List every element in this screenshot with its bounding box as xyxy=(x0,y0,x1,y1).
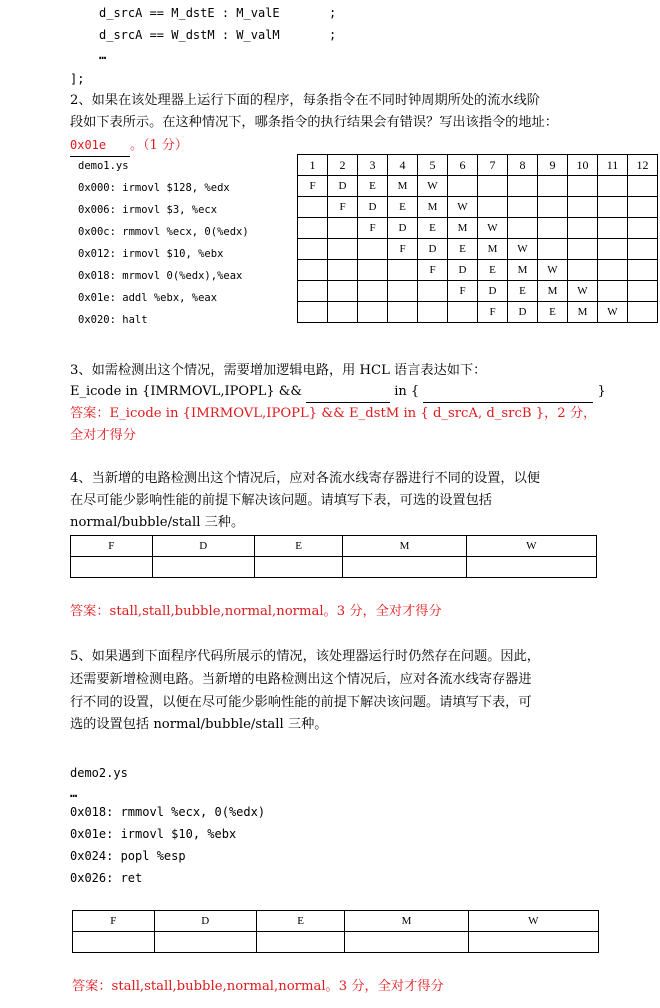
demo2-program-line: 0x026: ret xyxy=(70,871,143,885)
settings-header-row xyxy=(71,536,597,557)
demo2-program-line: 0x01e: irmovl $10, %ebx xyxy=(70,827,237,841)
stage-cell xyxy=(598,176,628,197)
stage-cell xyxy=(298,302,328,323)
settings-input-row xyxy=(73,932,599,953)
q2-answer: 0x01e xyxy=(70,134,130,157)
stage-cell: E xyxy=(388,197,418,218)
stage-cell xyxy=(598,260,628,281)
stage-cell xyxy=(628,260,658,281)
stage-cell: D xyxy=(358,197,388,218)
stage-cell: W xyxy=(418,176,448,197)
stage-cell xyxy=(598,281,628,302)
stage-cell: F xyxy=(328,197,358,218)
stage-cell xyxy=(358,302,388,323)
stage-cell: D xyxy=(448,260,478,281)
stage-cell xyxy=(568,239,598,260)
stage-cell: M xyxy=(418,197,448,218)
stage-cell xyxy=(628,197,658,218)
settings-header: F xyxy=(73,911,155,932)
stage-cell xyxy=(538,218,568,239)
stage-cell xyxy=(448,302,478,323)
stage-cell xyxy=(388,302,418,323)
settings-header: W xyxy=(466,536,596,557)
q3-blank-2[interactable] xyxy=(423,388,593,403)
cycle-header: 9 xyxy=(538,155,568,176)
demo1-program-line: 0x018: mrmovl 0(%edx),%eax xyxy=(78,270,243,282)
code-line-2: d_srcA == W_dstM : W_valM xyxy=(99,28,280,42)
stage-cell xyxy=(328,218,358,239)
stage-cell xyxy=(448,176,478,197)
stage-cell: D xyxy=(418,239,448,260)
pipeline-row xyxy=(298,260,658,281)
settings-header: W xyxy=(468,911,598,932)
demo2-title: demo2.ys xyxy=(70,766,128,780)
stage-cell xyxy=(298,281,328,302)
stage-cell: W xyxy=(508,239,538,260)
q3-expr-end: } xyxy=(597,384,606,399)
stage-cell: M xyxy=(448,218,478,239)
pipeline-row xyxy=(298,176,658,197)
stage-cell: F xyxy=(358,218,388,239)
q4-settings-table xyxy=(70,535,597,578)
stage-cell: D xyxy=(508,302,538,323)
stage-cell xyxy=(328,239,358,260)
stage-cell: W xyxy=(568,281,598,302)
stage-cell xyxy=(298,260,328,281)
cycle-header: 11 xyxy=(598,155,628,176)
stage-cell xyxy=(298,218,328,239)
demo1-program-line: 0x020: halt xyxy=(78,314,148,326)
pipeline-row xyxy=(298,197,658,218)
cycle-header: 10 xyxy=(568,155,598,176)
cycle-header: 8 xyxy=(508,155,538,176)
cycle-header: 6 xyxy=(448,155,478,176)
stage-cell xyxy=(628,302,658,323)
stage-cell: W xyxy=(478,218,508,239)
q3-expression xyxy=(70,381,606,403)
q5-text-line-2: 还需要新增检测电路。当新增的电路检测出这个情况后，应对各流水线寄存器进 xyxy=(70,672,532,687)
stage-cell xyxy=(358,260,388,281)
stage-cell xyxy=(568,218,598,239)
stage-cell xyxy=(328,281,358,302)
q2-text-line-1: 2、如果在该处理器上运行下面的程序，每条指令在不同时钟周期所处的流水线阶 xyxy=(70,93,540,108)
settings-input-cell[interactable] xyxy=(152,557,254,578)
pipeline-row xyxy=(298,239,658,260)
stage-cell xyxy=(538,176,568,197)
stage-cell xyxy=(328,302,358,323)
cycle-header: 4 xyxy=(388,155,418,176)
stage-cell xyxy=(418,302,448,323)
stage-cell: D xyxy=(328,176,358,197)
stage-cell xyxy=(568,260,598,281)
stage-cell xyxy=(538,239,568,260)
settings-header: E xyxy=(256,911,344,932)
stage-cell: D xyxy=(388,218,418,239)
settings-header: F xyxy=(71,536,153,557)
demo2-program-line: 0x018: rmmovl %ecx, 0(%edx) xyxy=(70,805,266,819)
stage-cell: M xyxy=(508,260,538,281)
pipeline-row xyxy=(298,281,658,302)
stage-cell xyxy=(628,176,658,197)
stage-cell xyxy=(508,176,538,197)
q5-text-line-3: 行不同的设置，以便在尽可能少影响性能的前提下解决该问题。请填写下表，可 xyxy=(70,695,532,710)
q5-text-line-1: 5、如果遇到下面程序代码所展示的情况，该处理器运行时仍然存在问题。因此， xyxy=(70,649,540,664)
stage-cell: M xyxy=(388,176,418,197)
stage-cell xyxy=(388,281,418,302)
q4-answer: 答案：stall,stall,bubble,normal,normal。3 分，全对才得分 xyxy=(70,604,442,619)
settings-header: D xyxy=(154,911,256,932)
stage-cell: E xyxy=(508,281,538,302)
code-line-1: d_srcA == M_dstE : M_valE xyxy=(99,6,280,20)
settings-header: M xyxy=(343,536,466,557)
cycle-header: 2 xyxy=(328,155,358,176)
stage-cell xyxy=(298,197,328,218)
pipeline-header-row xyxy=(298,155,658,176)
stage-cell: M xyxy=(568,302,598,323)
q3-expr-in: in { xyxy=(394,384,420,399)
q3-answer-line-1: 答案：E_icode in {IMRMOVL,IPOPL} && E_dstM in { d_srcA, d_srcB }，2 分， xyxy=(70,406,597,421)
settings-input-cell[interactable] xyxy=(254,557,342,578)
demo2-ellipsis: … xyxy=(70,786,78,800)
settings-input-cell[interactable] xyxy=(71,557,153,578)
stage-cell: E xyxy=(478,260,508,281)
stage-cell xyxy=(328,260,358,281)
settings-header: M xyxy=(345,911,468,932)
code-close: ]; xyxy=(70,72,85,86)
stage-cell: M xyxy=(478,239,508,260)
stage-cell: F xyxy=(418,260,448,281)
code-line-2-semicolon: ; xyxy=(329,28,337,42)
demo1-program-line: 0x006: irmovl $3, %ecx xyxy=(78,204,218,216)
q4-text-line-1: 4、当新增的电路检测出这个情况后，应对各流水线寄存器进行不同的设置，以便 xyxy=(70,471,540,486)
stage-cell xyxy=(478,176,508,197)
q3-expr-start: E_icode in {IMRMOVL,IPOPL} && xyxy=(70,384,302,399)
demo2-program-line: 0x024: popl %esp xyxy=(70,849,186,863)
settings-input-cell[interactable] xyxy=(154,932,256,953)
stage-cell xyxy=(628,218,658,239)
stage-cell: F xyxy=(448,281,478,302)
stage-cell: F xyxy=(388,239,418,260)
q5-answer: 答案：stall,stall,bubble,normal,normal。3 分，全对才得分 xyxy=(72,979,444,994)
settings-header-row xyxy=(73,911,599,932)
stage-cell xyxy=(628,281,658,302)
q3-blank-1[interactable] xyxy=(306,388,390,403)
demo1-program-line: 0x01e: addl %ebx, %eax xyxy=(78,292,218,304)
stage-cell: E xyxy=(538,302,568,323)
stage-cell xyxy=(598,218,628,239)
stage-cell: M xyxy=(538,281,568,302)
pipeline-row xyxy=(298,302,658,323)
code-line-1-semicolon: ; xyxy=(329,6,337,20)
q2-answer-line xyxy=(70,134,188,157)
demo1-program-line: 0x000: irmovl $128, %edx xyxy=(78,182,230,194)
stage-cell: D xyxy=(478,281,508,302)
settings-input-cell[interactable] xyxy=(466,557,596,578)
settings-header: D xyxy=(152,536,254,557)
settings-input-cell[interactable] xyxy=(345,932,468,953)
q3-text-line-1: 3、如需检测出这个情况，需要增加逻辑电路，用 HCL 语言表达如下： xyxy=(70,363,487,378)
stage-cell xyxy=(418,281,448,302)
stage-cell xyxy=(568,176,598,197)
settings-input-cell[interactable] xyxy=(468,932,598,953)
q5-settings-table xyxy=(72,910,599,953)
stage-cell xyxy=(598,197,628,218)
stage-cell: W xyxy=(448,197,478,218)
stage-cell: F xyxy=(298,176,328,197)
demo1-program-line: 0x00c: rmmovl %ecx, 0(%edx) xyxy=(78,226,249,238)
demo1-title: demo1.ys xyxy=(78,160,129,172)
stage-cell: W xyxy=(538,260,568,281)
stage-cell: E xyxy=(418,218,448,239)
pipeline-row xyxy=(298,218,658,239)
stage-cell xyxy=(358,239,388,260)
stage-cell: F xyxy=(478,302,508,323)
stage-cell: E xyxy=(448,239,478,260)
pipeline-table xyxy=(297,154,658,323)
settings-input-cell[interactable] xyxy=(343,557,466,578)
q5-text-line-4: 选的设置包括 normal/bubble/stall 三种。 xyxy=(70,717,328,732)
stage-cell xyxy=(358,281,388,302)
stage-cell xyxy=(568,197,598,218)
cycle-header: 12 xyxy=(628,155,658,176)
settings-input-row xyxy=(71,557,597,578)
stage-cell xyxy=(628,239,658,260)
stage-cell xyxy=(508,218,538,239)
stage-cell xyxy=(298,239,328,260)
stage-cell: W xyxy=(598,302,628,323)
stage-cell xyxy=(538,197,568,218)
stage-cell xyxy=(478,197,508,218)
cycle-header: 3 xyxy=(358,155,388,176)
q2-text-line-2: 段如下表所示。在这种情况下，哪条指令的执行结果会有错误？写出该指令的地址： xyxy=(70,115,558,130)
stage-cell: E xyxy=(358,176,388,197)
stage-cell xyxy=(508,197,538,218)
q4-text-line-3: normal/bubble/stall 三种。 xyxy=(70,515,245,530)
stage-cell xyxy=(598,239,628,260)
demo1-program-line: 0x012: irmovl $10, %ebx xyxy=(78,248,224,260)
stage-cell xyxy=(388,260,418,281)
code-ellipsis: … xyxy=(99,48,107,62)
cycle-header: 1 xyxy=(298,155,328,176)
cycle-header: 5 xyxy=(418,155,448,176)
q3-answer-line-2: 全对才得分 xyxy=(70,428,136,443)
q4-text-line-2: 在尽可能少影响性能的前提下解决该问题。请填写下表，可选的设置包括 xyxy=(70,493,492,508)
settings-header: E xyxy=(254,536,342,557)
settings-input-cell[interactable] xyxy=(256,932,344,953)
q2-score: 。（1 分） xyxy=(130,138,188,153)
cycle-header: 7 xyxy=(478,155,508,176)
settings-input-cell[interactable] xyxy=(73,932,155,953)
